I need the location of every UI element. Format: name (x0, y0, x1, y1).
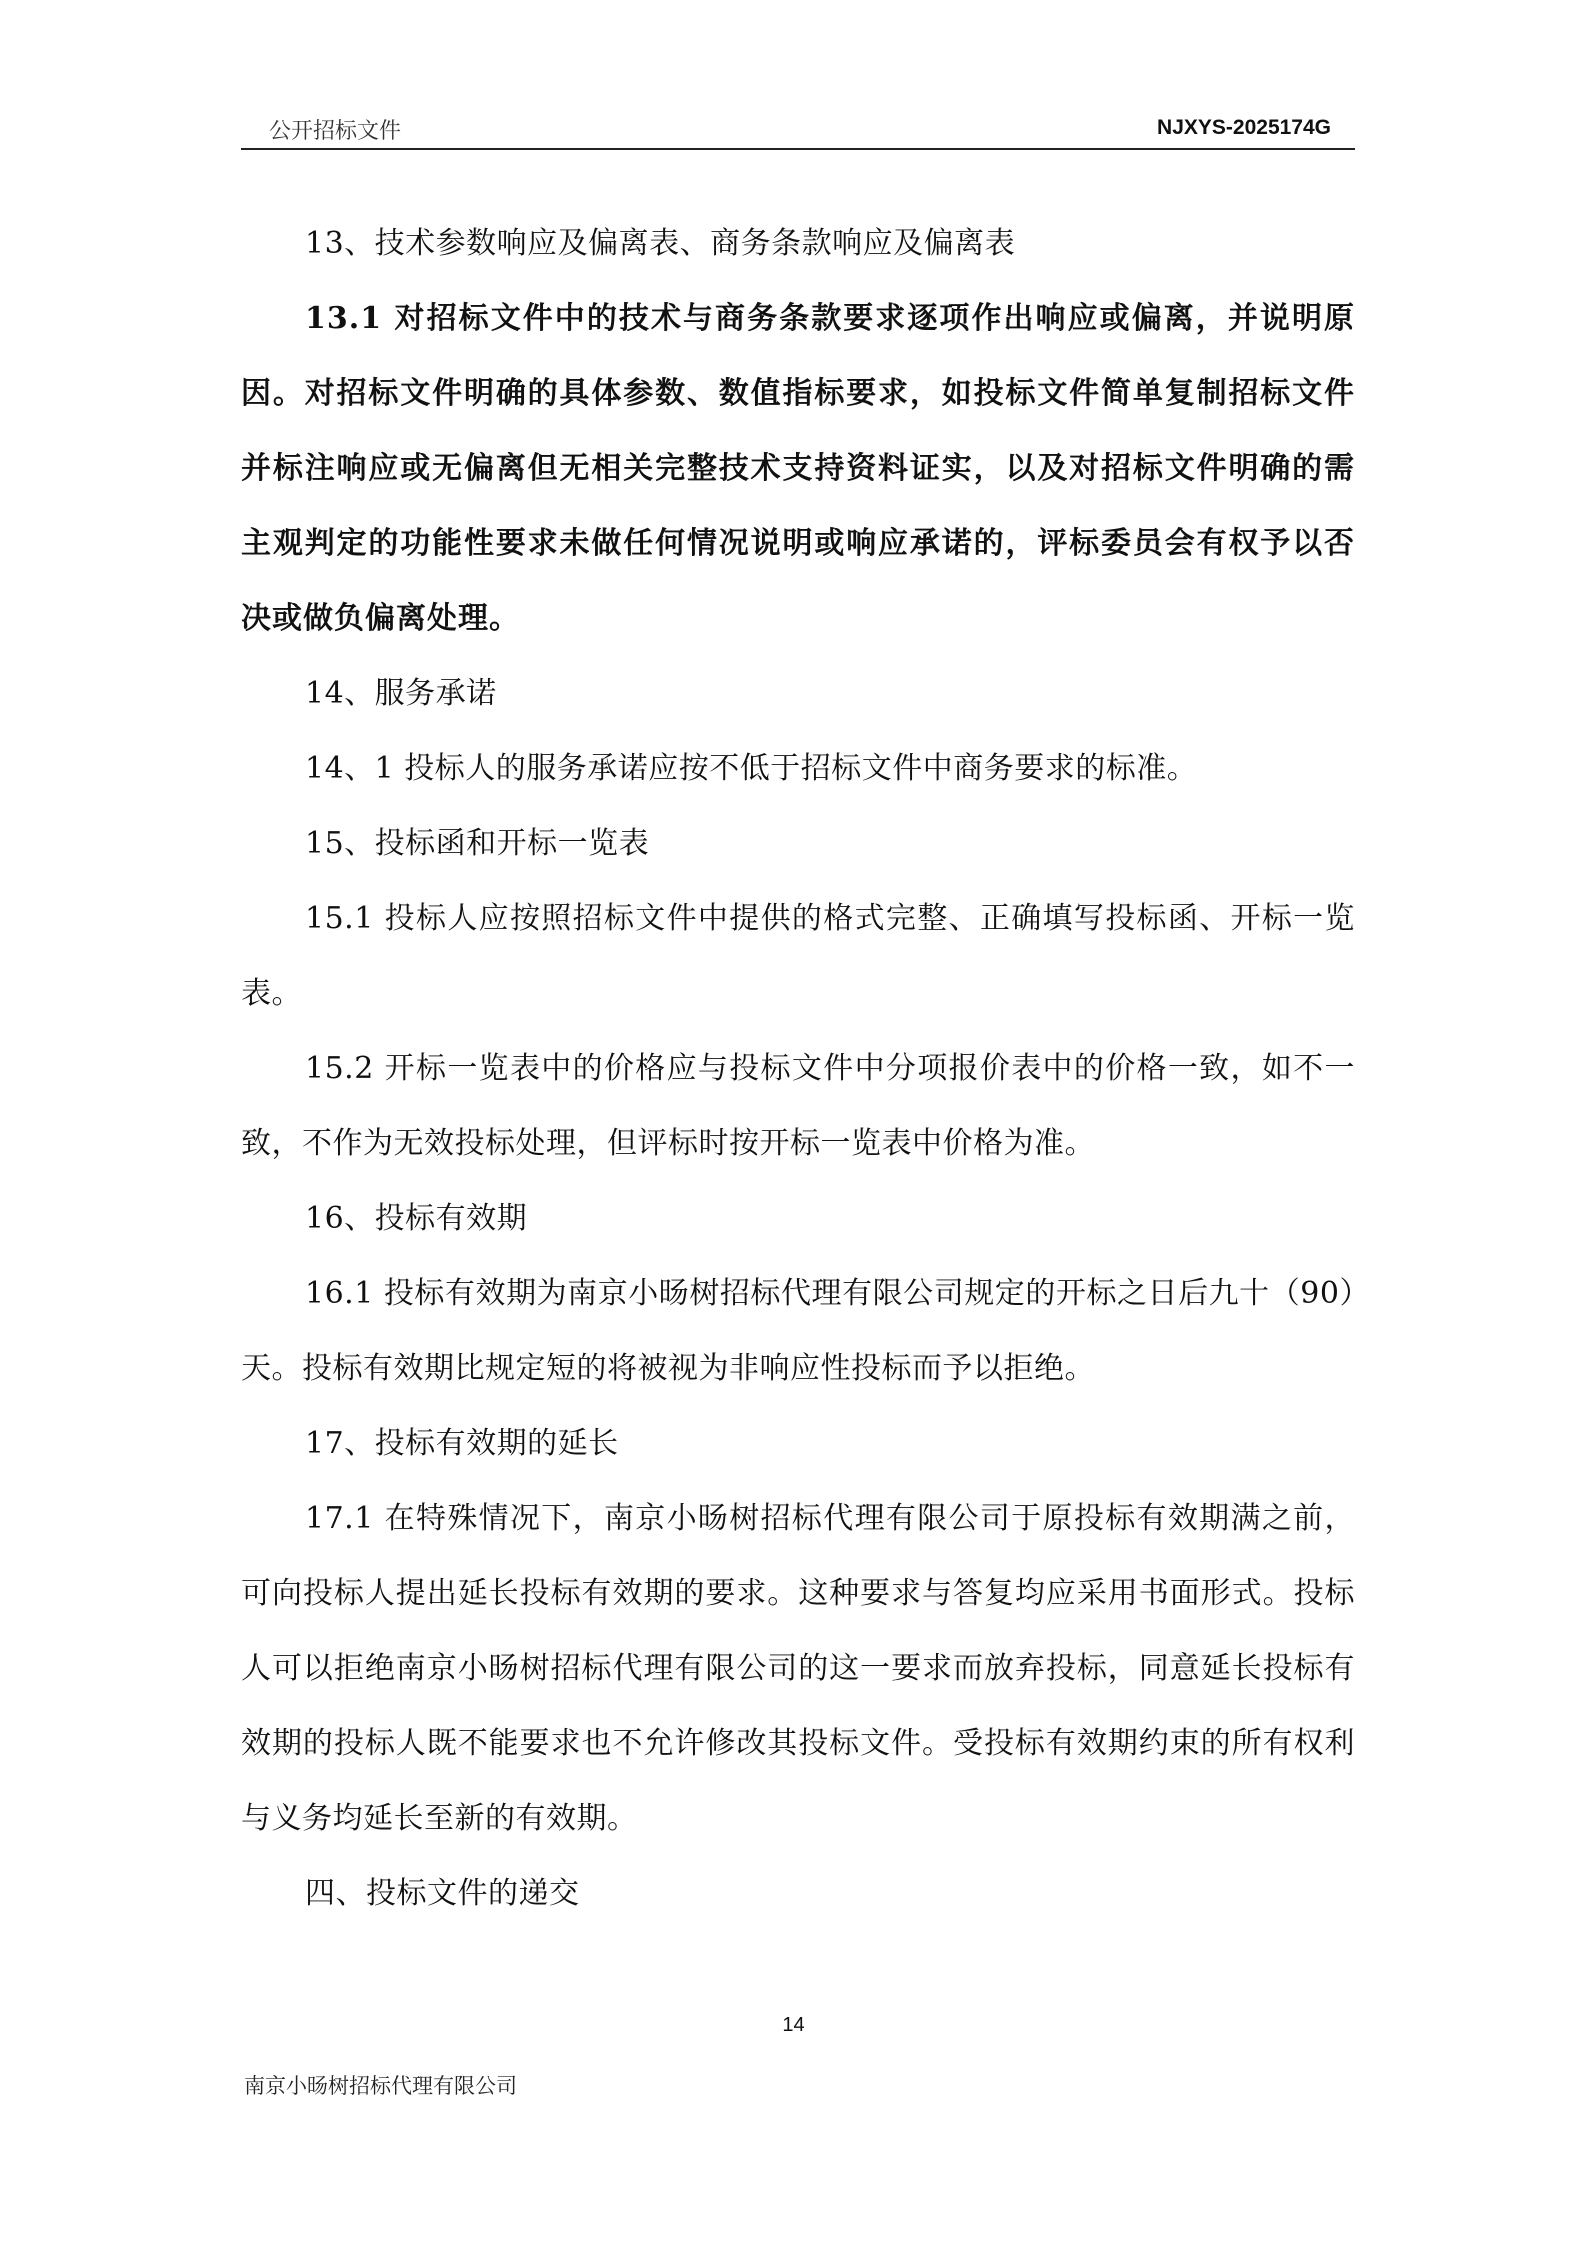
paragraph-14-1: 14、1 投标人的服务承诺应按不低于招标文件中商务要求的标准。 (305, 751, 1198, 786)
section-heading-17: 17、投标有效期的延长 (305, 1426, 619, 1461)
chapter-heading-4: 四、投标文件的递交 (305, 1876, 580, 1911)
header-document-number: NJXYS-2025174G (1157, 116, 1331, 139)
page-number: 14 (782, 2014, 805, 2036)
footer-company: 南京小旸树招标代理有限公司 (244, 2074, 517, 2098)
paragraph-13-1: 13.1 对招标文件中的技术与商务条款要求逐项作出响应或偏离，并说明原因。对招标文件明确的具体参数、数值指标要求，如投标文件简单复制招标文件并标注响应或无偏离但无相关完整技术支持资料证实，以及对招标文件明确的需主观判定的功能性要求未做任何情况说明或响应承诺的，评标委员会有权予以否决或做负偏离处理。 (241, 301, 1355, 636)
header-document-type: 公开招标文件 (269, 119, 402, 144)
document-body (241, 206, 1355, 1931)
section-heading-13: 13、技术参数响应及偏离表、商务条款响应及偏离表 (305, 226, 1016, 261)
paragraph-15-2: 15.2 开标一览表中的价格应与投标文件中分项报价表中的价格一致，如不一致，不作为无效投标处理，但评标时按开标一览表中价格为准。 (241, 1051, 1355, 1161)
paragraph-16-1: 16.1 投标有效期为南京小旸树招标代理有限公司规定的开标之日后九十（90）天。投标有效期比规定短的将被视为非响应性投标而予以拒绝。 (241, 1276, 1355, 1386)
section-heading-16: 16、投标有效期 (305, 1201, 528, 1236)
paragraph-17-1: 17.1 在特殊情况下，南京小旸树招标代理有限公司于原投标有效期满之前，可向投标人提出延长投标有效期的要求。这种要求与答复均应采用书面形式。投标人可以拒绝南京小旸树招标代理有限公司的这一要求而放弃投标，同意延长投标有效期的投标人既不能要求也不允许修改其投标文件。受投标有效期约束的所有权利与义务均延长至新的有效期。 (241, 1501, 1355, 1836)
page-header (241, 112, 1355, 150)
section-heading-14: 14、服务承诺 (305, 676, 497, 711)
paragraph-15-1: 15.1 投标人应按照招标文件中提供的格式完整、正确填写投标函、开标一览表。 (241, 901, 1355, 1011)
section-heading-15: 15、投标函和开标一览表 (305, 826, 650, 861)
